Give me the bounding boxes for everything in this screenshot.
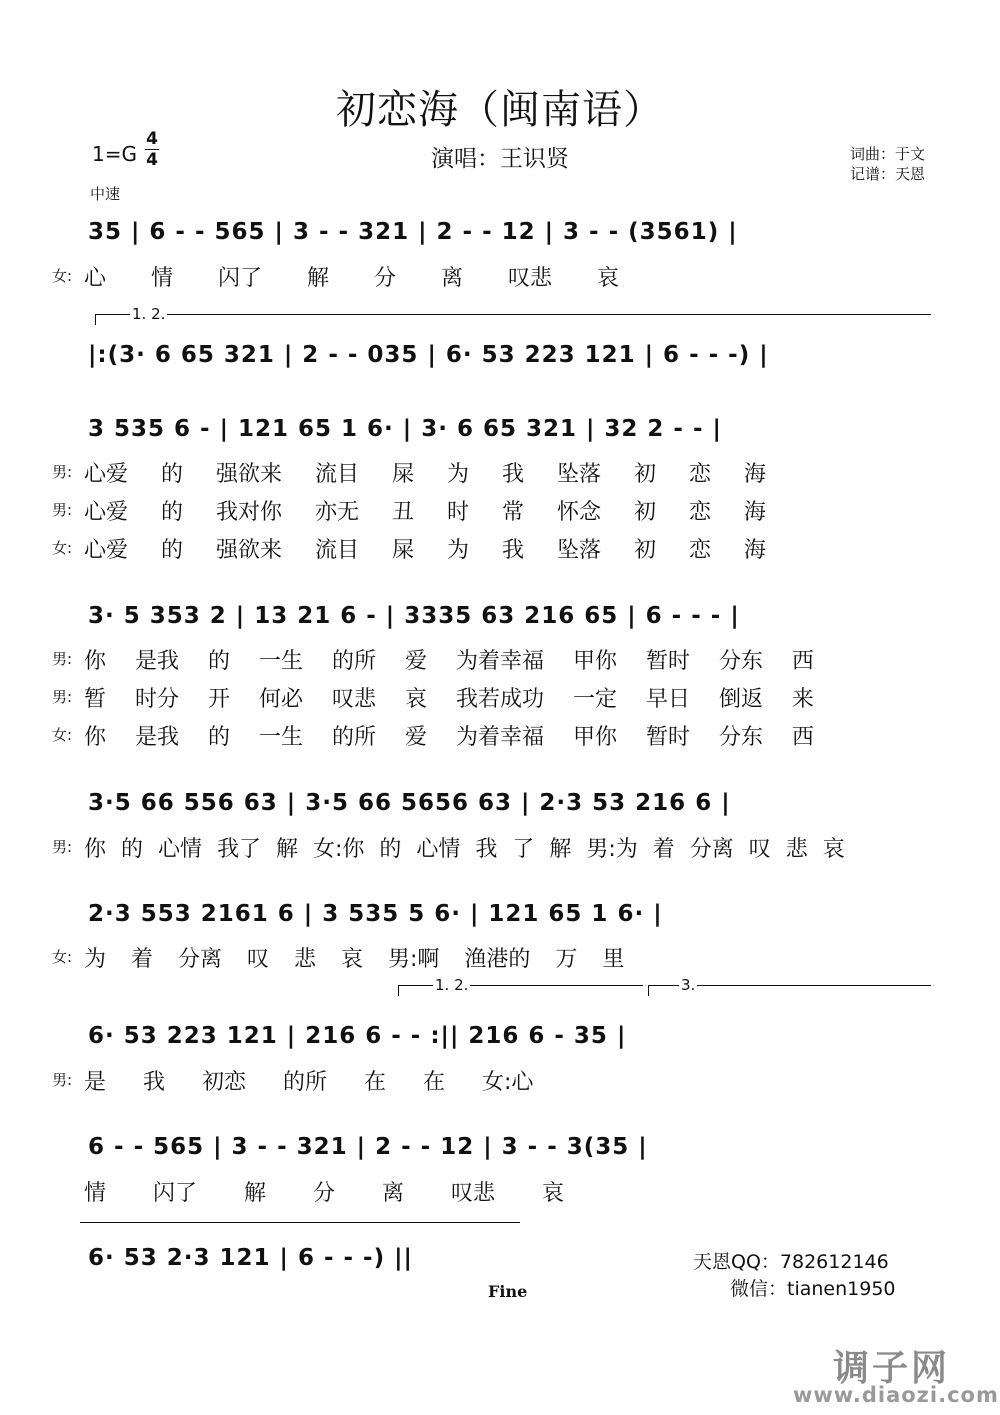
lyric-label: 男: bbox=[52, 838, 73, 856]
tempo-marking: 中速 bbox=[90, 185, 121, 203]
lyric-line: 心爱 的 强欲来 流目 屎 为 我 坠落 初 恋 海 bbox=[84, 462, 766, 487]
page-title: 初恋海（闽南语） bbox=[336, 87, 664, 133]
lyric-line: 你 是我 的 一生 的所 爱 为着幸福 甲你 暂时 分东 西 bbox=[84, 649, 814, 674]
notation-row-4: 3· 5 353 2 | 13 21 6 - | 3335 63 216 65 | 6 - - - | bbox=[88, 603, 740, 629]
lyric-line: 是 我 初恋 的所 在 在 女:心 bbox=[84, 1070, 534, 1095]
volta-label: 1. 2. bbox=[132, 305, 166, 323]
lyric-line: 你 是我 的 一生 的所 爱 为着幸福 甲你 暂时 分东 西 bbox=[84, 725, 814, 750]
lyric-line: 你 的 心情 我了 解 女:你 的 心情 我 了 解 男:为 着 分离 叹 悲 哀 bbox=[84, 837, 845, 862]
lyric-line: 心爱 的 我对你 亦无 丑 时 常 怀念 初 恋 海 bbox=[84, 500, 766, 525]
time-sig-top: 4 bbox=[146, 129, 158, 149]
lyric-label: 女: bbox=[52, 539, 73, 557]
watermark-logo: 调子网 bbox=[833, 1348, 951, 1389]
lyric-line: 为 着 分离 叹 悲 哀 男:啊 渔港的 万 里 bbox=[84, 947, 625, 972]
notation-row-6: 2·3 553 2161 6 | 3 535 5 6· | 121 65 1 6· | bbox=[88, 901, 663, 927]
key-signature: 1=G bbox=[92, 142, 137, 166]
lyric-label: 男: bbox=[52, 650, 73, 668]
lyric-line: 暂 时分 开 何必 叹悲 哀 我若成功 一定 早日 倒返 来 bbox=[84, 687, 814, 712]
lyric-label: 女: bbox=[52, 726, 73, 744]
lyric-line: 情 闪了 解 分 离 叹悲 哀 bbox=[84, 1181, 564, 1206]
lyric-label: 男: bbox=[52, 1071, 73, 1089]
volta-bracket bbox=[398, 976, 643, 996]
contact-qq: 天恩QQ：782612146 bbox=[693, 1251, 889, 1273]
notation-row-8: 6 - - 565 | 3 - - 321 | 2 - - 12 | 3 - - 3(35 | bbox=[88, 1134, 648, 1160]
lyric-line: 心 情 闪了 解 分 离 叹悲 哀 bbox=[84, 266, 619, 291]
lyric-label: 女: bbox=[52, 948, 73, 966]
notation-row-9: 6· 53 2·3 121 | 6 - - -) || bbox=[88, 1245, 413, 1271]
volta-bracket bbox=[95, 305, 931, 325]
fine-marking: Fine bbox=[488, 1282, 528, 1301]
volta-label: 1. 2. bbox=[435, 976, 469, 994]
contact-wechat: 微信：tianen1950 bbox=[730, 1278, 896, 1300]
notation-row-3: 3 535 6 - | 121 65 1 6· | 3· 6 65 321 | 32 2 - - | bbox=[88, 416, 722, 442]
lyric-label: 男: bbox=[52, 688, 73, 706]
volta-bracket-3 bbox=[648, 976, 931, 996]
coda-line bbox=[80, 1222, 520, 1233]
singer-label: 演唱：王识贤 bbox=[431, 146, 569, 172]
lyric-line: 心爱 的 强欲来 流目 屎 为 我 坠落 初 恋 海 bbox=[84, 538, 766, 563]
watermark-url: www.diaozi.com bbox=[793, 1383, 999, 1407]
lyric-label: 男: bbox=[52, 463, 73, 481]
notation-row-2: |:(3· 6 65 321 | 2 - - 035 | 6· 53 223 121 | 6 - - -) | bbox=[88, 342, 769, 368]
volta-label: 3. bbox=[681, 976, 696, 994]
credit-lyrics-music: 词曲：于文 bbox=[850, 145, 926, 163]
notation-row-5: 3·5 66 556 63 | 3·5 66 5656 63 | 2·3 53 216 6 | bbox=[88, 790, 731, 816]
lyric-label: 男: bbox=[52, 501, 73, 519]
lyric-label: 女: bbox=[52, 267, 73, 285]
credit-transcriber: 记谱：天恩 bbox=[850, 165, 926, 183]
time-sig-bottom: 4 bbox=[146, 150, 158, 170]
notation-row-7: 6· 53 223 121 | 216 6 - - :|| 216 6 - 35 | bbox=[88, 1023, 627, 1049]
notation-row-1: 35 | 6 - - 565 | 3 - - 321 | 2 - - 12 | 3 - - (3561) | bbox=[88, 219, 738, 245]
